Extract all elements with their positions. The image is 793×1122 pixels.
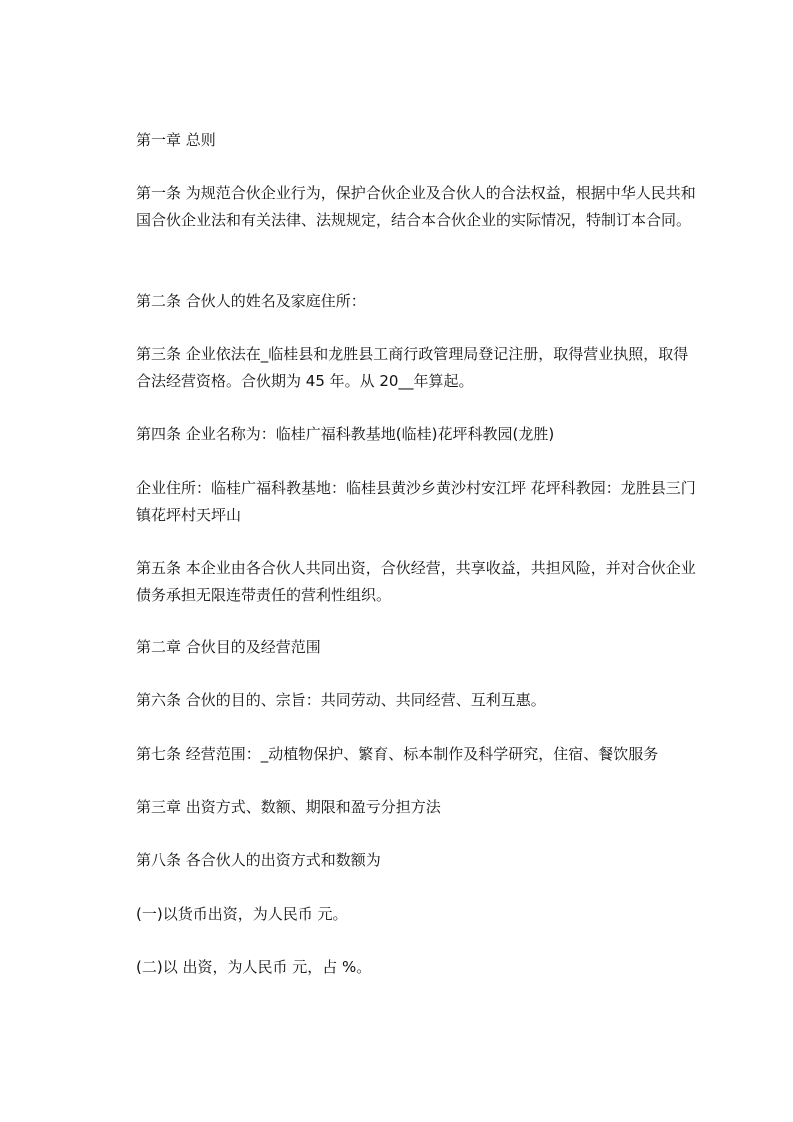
- item-1-paragraph: (一)以货币出资，为人民币 元。: [136, 905, 348, 923]
- article-8-paragraph: 第八条 各合伙人的出资方式和数额为: [136, 851, 381, 869]
- article-1-paragraph: 第一条 为规范合伙企业行为，保护合伙企业及合伙人的合法权益，根据中华人民共和国合伙企业法和有关法律、法规规定，结合本合伙企业的实际情况，特制订本合同。: [136, 184, 696, 229]
- article-7-paragraph: 第七条 经营范围：_动植物保护、繁育、标本制作及科学研究，住宿、餐饮服务: [136, 745, 659, 763]
- article-4-paragraph: 第四条 企业名称为：临桂广福科教基地(临桂)花坪科教园(龙胜): [136, 425, 555, 443]
- item-2-paragraph: (二)以 出资，为人民币 元，占 %。: [136, 958, 372, 976]
- chapter-3-heading: 第三章 出资方式、数额、期限和盈亏分担方法: [136, 798, 441, 816]
- article-3-paragraph: 第三条 企业依法在_临桂县和龙胜县工商行政管理局登记注册，取得营业执照，取得合法经营资格。合伙期为 45 年。从 20__年算起。: [136, 345, 689, 390]
- business-address-paragraph: 企业住所：临桂广福科教基地：临桂县黄沙乡黄沙村安江坪 花坪科教园：龙胜县三门镇花坪村天坪山: [136, 479, 696, 524]
- article-5-paragraph: 第五条 本企业由各合伙人共同出资，合伙经营，共享收益，共担风险，并对合伙企业债务承担无限连带责任的营利性组织。: [136, 559, 696, 604]
- article-6-paragraph: 第六条 合伙的目的、宗旨：共同劳动、共同经营、互利互惠。: [136, 691, 546, 709]
- chapter-2-heading: 第二章 合伙目的及经营范围: [136, 638, 321, 656]
- chapter-1-heading: 第一章 总则: [136, 131, 216, 149]
- article-2-paragraph: 第二条 合伙人的姓名及家庭住所：: [136, 292, 366, 310]
